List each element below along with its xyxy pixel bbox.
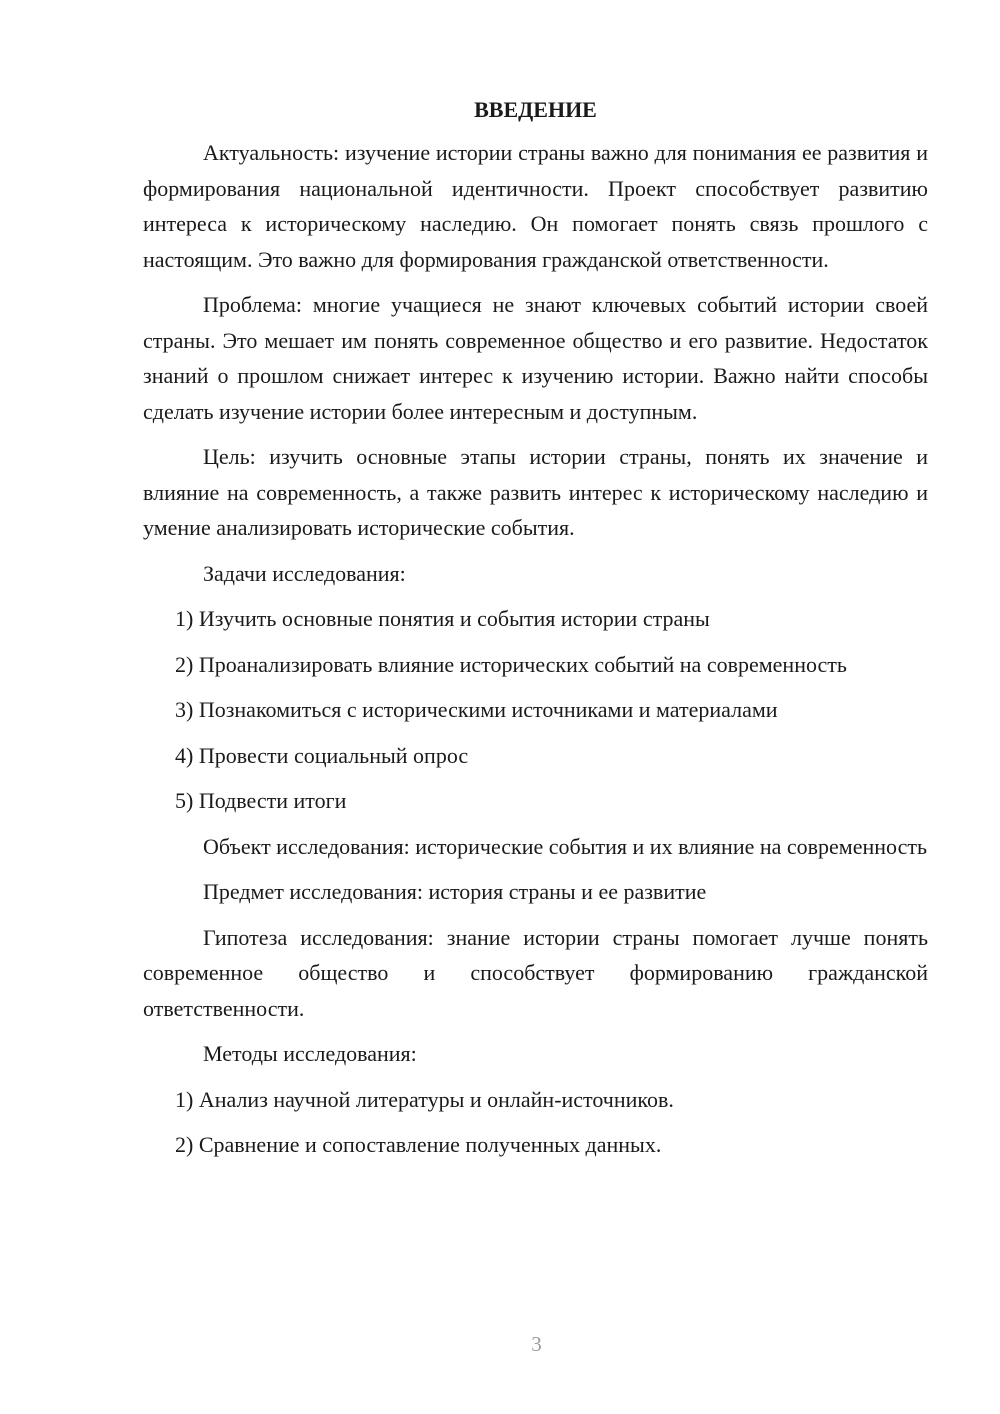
- object-paragraph: Объект исследования: исторические события и их влияние на современность: [203, 833, 928, 859]
- subject-paragraph: Предмет исследования: история страны и ее развитие: [203, 879, 707, 904]
- method-item: 2) Сравнение и сопоставление полученных данных.: [175, 1132, 662, 1157]
- method-item: 1) Анализ научной литературы и онлайн-источников.: [175, 1086, 674, 1112]
- goal-paragraph: Цель: изучить основные этапы истории страны, понять их значение и влияние на современность, а также развить интерес к историческому наследию и умение анализировать исторические события.: [143, 444, 928, 540]
- section-title: ВВЕДЕНИЕ: [474, 97, 597, 122]
- document-page: [143, 95, 928, 1173]
- task-item: 1) Изучить основные понятия и события истории страны: [175, 606, 710, 631]
- task-item: 4) Провести социальный опрос: [175, 742, 469, 768]
- methods-heading: Методы исследования:: [203, 1041, 417, 1066]
- hypothesis-paragraph: Гипотеза исследования: знание истории страны помогает лучше понять современное общество и способствует формированию гражданской ответственности.: [143, 924, 928, 1021]
- relevance-paragraph: Актуальность: изучение истории страны важно для понимания ее развития и формирования национальной идентичности. Проект способствует развитию интереса к историческому наследию. Он помогает понять связь прошлого с настоящим. Это важно для формирования гражданской ответственности.: [143, 140, 928, 272]
- tasks-heading: Задачи исследования:: [203, 560, 406, 586]
- task-item: 5) Подвести итоги: [175, 788, 347, 813]
- task-item: 2) Проанализировать влияние исторических событий на современность: [175, 651, 847, 677]
- task-item: 3) Познакомиться с историческими источниками и материалами: [175, 697, 778, 722]
- problem-paragraph: Проблема: многие учащиеся не знают ключевых событий истории своей страны. Это мешает им понять современное общество и его развитие. Недостаток знаний о прошлом снижает интерес к изучению истории. Важно найти способы сделать изучение истории более интересным и доступным.: [143, 292, 928, 424]
- page-number: 3: [531, 1332, 542, 1356]
